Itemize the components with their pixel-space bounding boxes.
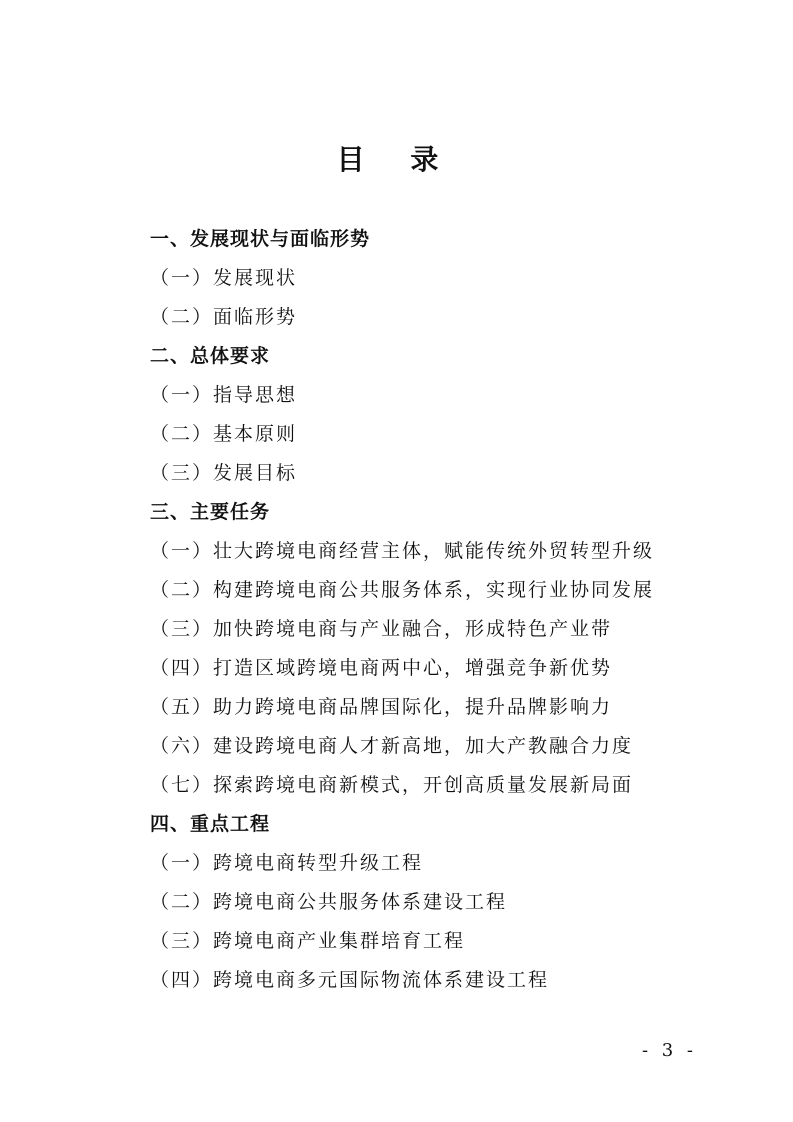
toc-item: （四）跨境电商多元国际物流体系建设工程: [150, 969, 550, 991]
toc-item: （二）构建跨境电商公共服务体系，实现行业协同发展: [150, 579, 655, 601]
toc-item: （一）发展现状: [150, 267, 298, 289]
toc-item: （四）打造区域跨境电商两中心，增强竞争新优势: [150, 657, 613, 679]
toc-section: 一、发展现状与面临形势: [150, 228, 371, 250]
page-title: 目 录: [336, 143, 457, 176]
toc-item: （五）助力跨境电商品牌国际化，提升品牌影响力: [150, 696, 613, 718]
table-of-contents: [150, 220, 710, 1000]
toc-item: （二）面临形势: [150, 306, 298, 328]
toc-item: （一）跨境电商转型升级工程: [150, 852, 424, 874]
toc-item: （二）基本原则: [150, 423, 298, 445]
toc-section: 三、主要任务: [150, 501, 271, 523]
toc-item: （七）探索跨境电商新模式，开创高质量发展新局面: [150, 774, 634, 796]
toc-item: （一）壮大跨境电商经营主体，赋能传统外贸转型升级: [150, 540, 655, 562]
toc-item: （三）加快跨境电商与产业融合，形成特色产业带: [150, 618, 613, 640]
toc-item: （六）建设跨境电商人才新高地，加大产教融合力度: [150, 735, 634, 757]
toc-item: （三）跨境电商产业集群培育工程: [150, 930, 466, 952]
toc-section: 二、总体要求: [150, 345, 271, 367]
toc-item: （二）跨境电商公共服务体系建设工程: [150, 891, 508, 913]
toc-item: （三）发展目标: [150, 462, 298, 484]
toc-item: （一）指导思想: [150, 384, 298, 406]
page-number: - 3 -: [641, 1040, 697, 1061]
toc-section: 四、重点工程: [150, 813, 271, 835]
